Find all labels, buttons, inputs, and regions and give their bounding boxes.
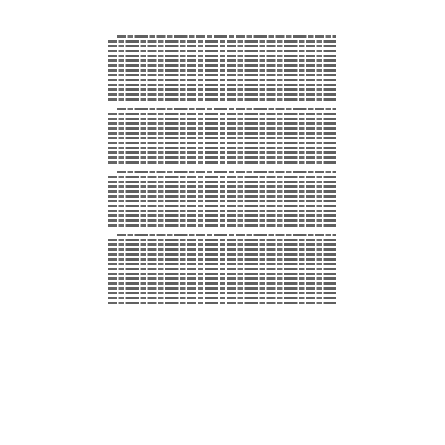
paragraph-lines [108,233,336,311]
paragraph-lines [108,170,336,233]
paragraph-lines [108,34,336,107]
paragraph-lines [108,107,336,170]
body-text [108,34,336,310]
text-line [108,305,334,310]
